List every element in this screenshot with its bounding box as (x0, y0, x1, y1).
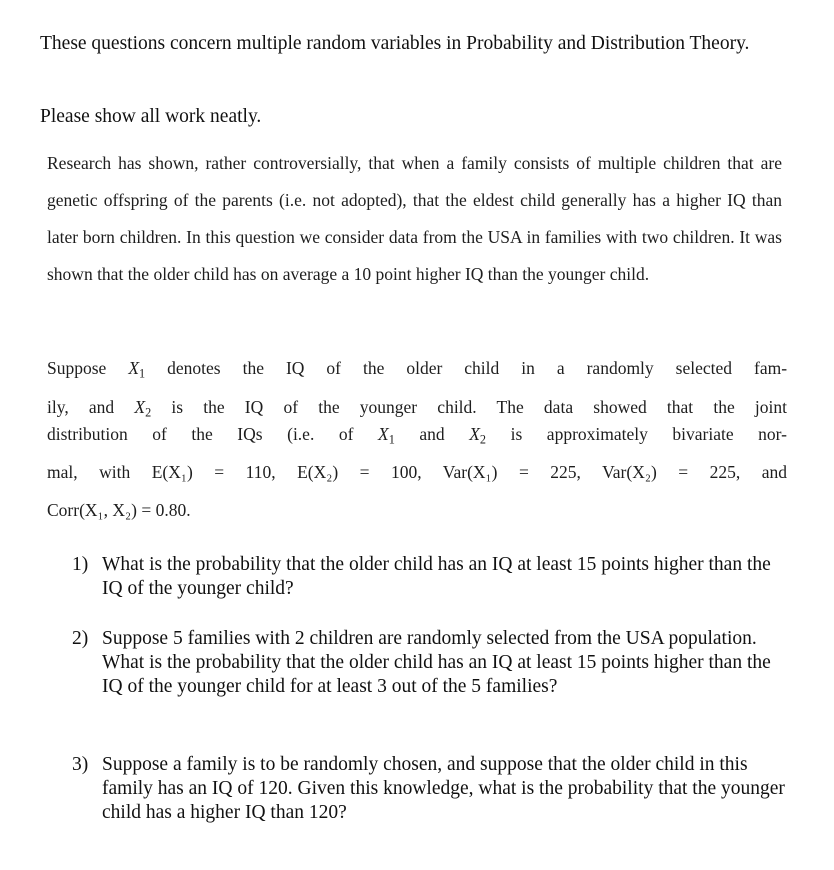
question-text: Suppose a family is to be randomly chosen, and suppose that the older child in this family has an IQ of 120. Given this knowledge, what is the probability that the younger child has a higher IQ than 120? (102, 754, 785, 823)
question-text: Suppose 5 families with 2 children are randomly selected from the USA population. What is the probability that the older child has an IQ at least 15 points higher than the IQ of the younger child for at least 3 out of the 5 families? (102, 628, 771, 697)
setup-line-4: mal, with E(X₁) = 110, E(X₂) = 100, Var(X₁) = 225, Var(X₂) = 225, and (47, 462, 787, 482)
question-number: 1) (72, 554, 89, 575)
intro-text: These questions concern multiple random variables in Probability and Distribution Theory. (40, 33, 750, 54)
question-3 (72, 753, 792, 825)
setup-line-3: distribution of the IQs (i.e. of $X_1$ and $X_2$ is approximately bivariate nor- (47, 424, 787, 447)
setup-line-2: ily, and $X_2$ is the IQ of the younger child. The data showed that the joint (47, 397, 787, 420)
setup-line-1: Suppose $X_1$ denotes the IQ of the older child in a randomly selected fam- (47, 358, 788, 381)
question-1 (72, 553, 792, 601)
instruction-text: Please show all work neatly. (40, 106, 262, 127)
question-text: What is the probability that the older child has an IQ at least 15 points higher than the IQ of the younger child? (102, 554, 771, 599)
question-2 (72, 627, 792, 699)
question-number: 2) (72, 628, 89, 649)
question-number: 3) (72, 754, 89, 775)
setup-line-5: Corr(X₁, X₂) = 0.80. (47, 500, 191, 520)
research-paragraph: Research has shown, rather controversially, that when a family consists of multiple children that are genetic offspring of the parents (i.e. not adopted), that the eldest child generally has a higher IQ than later born children. In this question we consider data from the USA in families with two children. It was shown that the older child has on average a 10 point higher IQ than the younger child. (47, 153, 782, 284)
